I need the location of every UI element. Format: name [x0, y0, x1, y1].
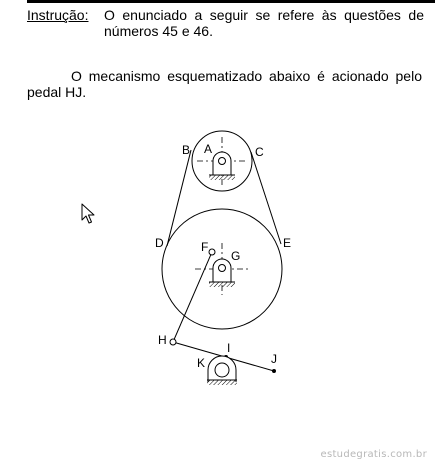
label-e: E — [283, 236, 292, 250]
rod-fh — [173, 252, 212, 342]
bearing-a — [209, 152, 235, 180]
label-k: K — [197, 356, 206, 370]
label-g: G — [231, 249, 241, 263]
label-h: H — [158, 333, 167, 347]
joint-f — [209, 249, 215, 255]
label-c: C — [255, 145, 264, 159]
label-b: B — [182, 143, 191, 157]
belt-left — [167, 150, 191, 246]
label-j: J — [271, 352, 277, 366]
label-i: I — [227, 341, 231, 355]
watermark: estudegratis.com.br — [320, 449, 427, 460]
belt-right — [251, 152, 281, 244]
mouse-pointer-icon — [81, 203, 95, 225]
bearing-g — [209, 259, 235, 287]
problem-paragraph: O mecanismo esquematizado abaixo é acionado pelo pedal HJ. — [27, 68, 422, 100]
label-f: F — [201, 240, 209, 254]
point-j — [272, 369, 276, 373]
instruction-text: O enunciado a seguir se refere às questões de números 45 e 46. — [104, 7, 424, 39]
label-a: A — [204, 142, 213, 156]
joint-h — [170, 339, 176, 345]
instruction-label: Instrução: — [27, 7, 89, 23]
label-d: D — [155, 236, 164, 250]
bearing-k — [207, 356, 237, 385]
